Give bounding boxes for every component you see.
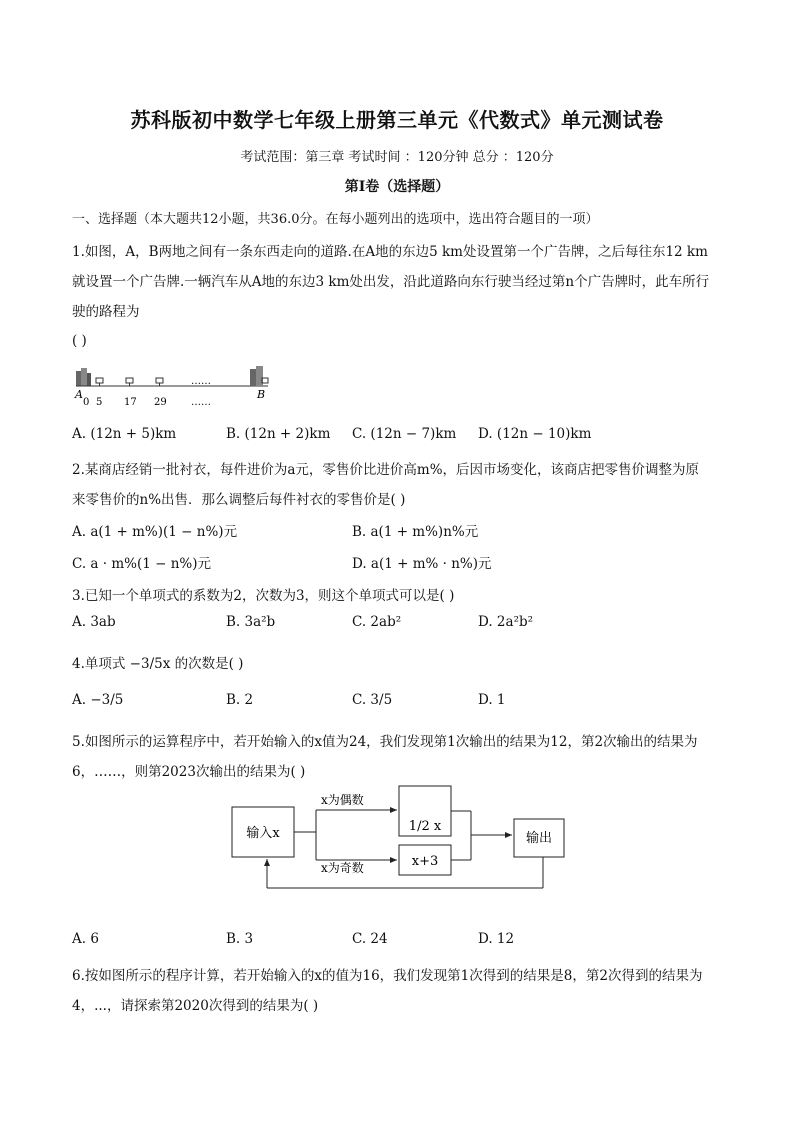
q1-option-a: A. (12n + 5)km bbox=[72, 426, 177, 442]
billboard-icon bbox=[96, 378, 103, 386]
q1-text-line3: 驶的路程为 bbox=[72, 304, 140, 320]
ellipsis-top: …… bbox=[191, 376, 211, 387]
billboard-icon bbox=[126, 378, 133, 386]
billboard-icon bbox=[156, 378, 163, 386]
q6-text-line1: 6.按如图所示的程序计算，若开始输入的x的值为16，我们发现第1次得到的结果是8，第2次得到的结果为 bbox=[72, 968, 703, 984]
q2-option-d: D. a(1 + m% · n%)元 bbox=[352, 556, 492, 572]
even-label: x为偶数 bbox=[321, 793, 364, 807]
q4-text: 4.单项式 −3/5x 的次数是( ) bbox=[72, 656, 244, 672]
q4-option-c: C. 3/5 bbox=[352, 692, 393, 708]
q1-option-c: C. (12n − 7)km bbox=[352, 426, 457, 442]
label-5: 5 bbox=[96, 397, 103, 408]
q2-text-line1: 2.某商店经销一批衬衣，每件进价为a元，零售价比进价高m%，后因市场变化，该商店把零售价调整为原 bbox=[72, 462, 700, 478]
building-icon bbox=[76, 371, 81, 386]
label-a: A bbox=[75, 388, 83, 401]
q2-option-a: A. a(1 + m%)(1 − n%)元 bbox=[72, 524, 238, 540]
q4-option-d: D. 1 bbox=[478, 692, 506, 708]
q3-text: 3.已知一个单项式的系数为2，次数为3，则这个单项式可以是( ) bbox=[72, 588, 455, 604]
q1-answer-paren: ( ) bbox=[72, 333, 87, 349]
q2-option-b: B. a(1 + m%)n%元 bbox=[352, 524, 479, 540]
q2-option-c: C. a · m%(1 − n%)元 bbox=[72, 556, 212, 572]
q4-option-b: B. 2 bbox=[226, 692, 254, 708]
ellipsis-bottom: …… bbox=[191, 397, 211, 408]
q3-option-a: A. 3ab bbox=[72, 614, 116, 630]
input-label: 输入x bbox=[246, 826, 280, 841]
q2-text-line2: 来零售价的n%出售．那么调整后每件衬衣的零售价是( ) bbox=[72, 492, 406, 508]
section-heading: 一、选择题（本大题共12小题，共36.0分。在每小题列出的选项中，选出符合题目的一项） bbox=[72, 212, 599, 227]
odd-label: x为奇数 bbox=[321, 861, 364, 875]
plus3-label: x+3 bbox=[411, 854, 439, 869]
volume-heading: 第I卷（选择题） bbox=[344, 179, 450, 195]
q1-text-line2: 就设置一个广告牌.一辆汽车从A地的东边3 km处出发，沿此道路向东行驶当经过第n个广告牌时，此车所行 bbox=[72, 274, 710, 290]
exam-info: 考试范围：第三章 考试时间 ：120分钟 总分 ：120分 bbox=[240, 150, 554, 165]
q1-option-d: D. (12n − 10)km bbox=[478, 426, 592, 442]
q5-text-line1: 5.如图所示的运算程序中，若开始输入的x值为24，我们发现第1次输出的结果为12，第2次输出的结果为 bbox=[72, 734, 698, 750]
q6-text-line2: 4，...，请探索第2020次得到的结果为( ) bbox=[72, 998, 319, 1014]
output-label: 输出 bbox=[525, 831, 553, 846]
q1-option-b: B. (12n + 2)km bbox=[226, 426, 331, 442]
label-17: 17 bbox=[124, 397, 137, 408]
q5-text-line2: 6，……，则第2023次输出的结果为( ) bbox=[72, 764, 306, 780]
page-title: 苏科版初中数学七年级上册第三单元《代数式》单元测试卷 bbox=[130, 108, 664, 132]
q5-option-c: C. 24 bbox=[352, 931, 388, 947]
q3-option-b: B. 3a²b bbox=[226, 614, 276, 630]
q1-road-figure bbox=[70, 362, 280, 410]
label-zero: 0 bbox=[83, 397, 90, 408]
q3-option-c: C. 2ab² bbox=[352, 614, 402, 630]
q5-option-d: D. 12 bbox=[478, 931, 515, 947]
half-label: 1/2 x bbox=[408, 819, 442, 834]
q3-option-d: D. 2a²b² bbox=[478, 614, 534, 630]
q5-option-b: B. 3 bbox=[226, 931, 254, 947]
q5-option-a: A. 6 bbox=[72, 931, 99, 947]
q1-text-line1: 1.如图，A，B两地之间有一条东西走向的道路.在A地的东边5 km处设置第一个广告牌，之后每往东12 km bbox=[72, 244, 708, 260]
label-b: B bbox=[257, 388, 266, 401]
label-29: 29 bbox=[154, 397, 167, 408]
q5-flowchart bbox=[225, 782, 575, 894]
q4-option-a: A. −3/5 bbox=[72, 692, 124, 708]
building-icon bbox=[250, 369, 256, 386]
